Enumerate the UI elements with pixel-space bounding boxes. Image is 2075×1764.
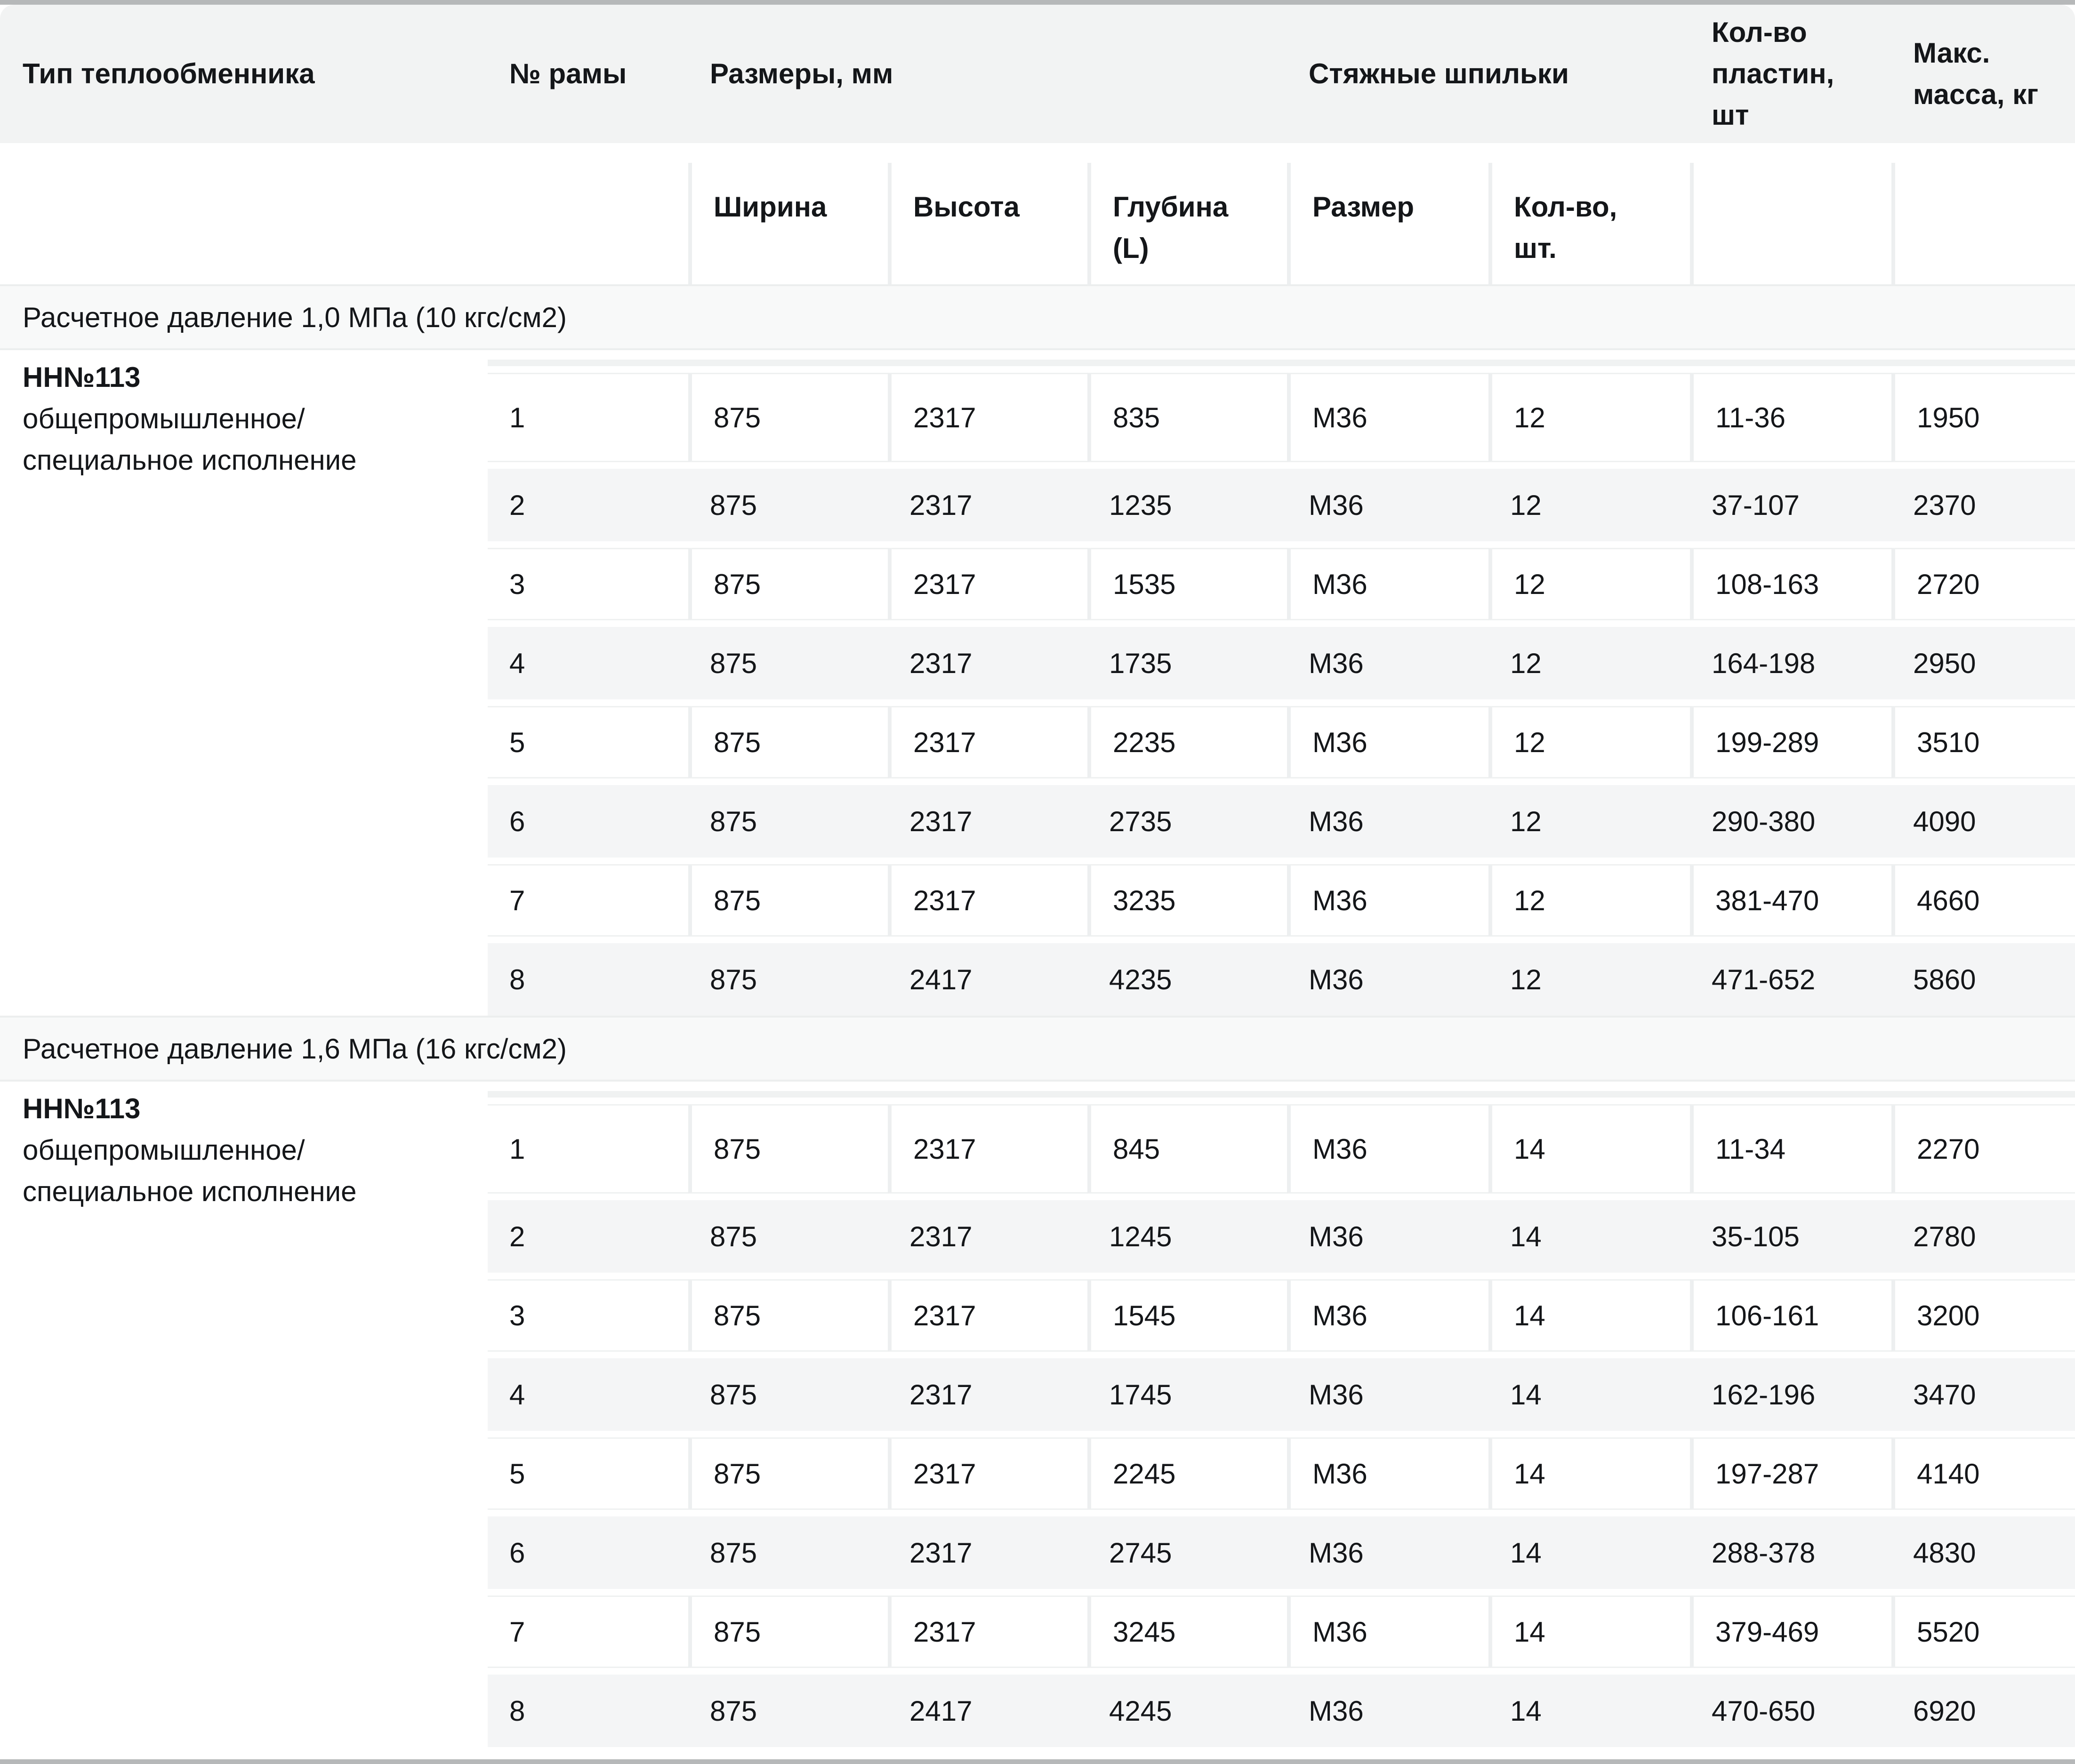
table-body <box>0 284 2075 1747</box>
subheader-empty-mass <box>1891 163 2075 284</box>
cell-stud-size: М36 <box>1309 1379 1364 1411</box>
cell-frame-number: 8 <box>509 1695 525 1727</box>
cell-plates-range: 197-287 <box>1690 1437 1891 1510</box>
cell-stud-qty: 12 <box>1488 373 1690 462</box>
cell-stud-qty: 14 <box>1488 1279 1690 1352</box>
cell-width: 875 <box>688 706 888 778</box>
cell-width: 875 <box>710 647 757 679</box>
cell-stud-qty: 12 <box>1510 647 1542 679</box>
cell-plates-range: 11-34 <box>1690 1104 1891 1194</box>
table-row <box>488 864 2075 937</box>
cell-depth: 1745 <box>1109 1379 1172 1411</box>
spec-table-card <box>0 5 2075 1759</box>
rows-top-strip <box>488 360 2075 366</box>
cell-max-mass: 2270 <box>1891 1104 2075 1194</box>
subheader-empty-frame <box>488 163 688 284</box>
table-subheader-row <box>0 163 2075 284</box>
cell-max-mass: 5860 <box>1913 963 1976 995</box>
cell-frame-number: 6 <box>509 1537 525 1569</box>
cell-stud-qty: 14 <box>1510 1537 1542 1569</box>
cell-width: 875 <box>710 489 757 521</box>
table-row <box>488 548 2075 620</box>
section-title: Расчетное давление 1,0 МПа (10 кгс/см2) <box>23 301 567 333</box>
cell-height: 2417 <box>909 963 973 995</box>
column-header-tie-studs: Стяжные шпильки <box>1309 58 1569 89</box>
cell-depth: 2735 <box>1109 805 1172 837</box>
cell-plates-range: 35-105 <box>1712 1220 1800 1252</box>
cell-stud-size: М36 <box>1287 373 1488 462</box>
cell-depth: 2235 <box>1087 706 1287 778</box>
cell-frame-number: 2 <box>509 489 525 521</box>
cell-max-mass: 4090 <box>1913 805 1976 837</box>
table-row <box>488 1596 2075 1668</box>
cell-height: 2317 <box>909 1537 973 1569</box>
cell-stud-qty: 12 <box>1488 548 1690 620</box>
cell-max-mass: 3470 <box>1913 1379 1976 1411</box>
cell-plates-range: 470-650 <box>1712 1695 1816 1727</box>
cell-width: 875 <box>688 1596 888 1668</box>
cell-stud-qty: 14 <box>1510 1695 1542 1727</box>
cell-depth: 3235 <box>1087 864 1287 937</box>
cell-stud-qty: 14 <box>1488 1104 1690 1194</box>
exchanger-description-line: специальное исполнение <box>23 1176 357 1207</box>
cell-max-mass: 2950 <box>1913 647 1976 679</box>
cell-depth: 2745 <box>1109 1537 1172 1569</box>
table-row <box>488 627 2075 699</box>
cell-frame-number: 5 <box>488 1437 688 1510</box>
cell-stud-size: М36 <box>1309 647 1364 679</box>
exchanger-description-line: общепромышленное/ <box>23 403 305 434</box>
cell-frame-number: 8 <box>509 963 525 995</box>
cell-depth: 845 <box>1087 1104 1287 1194</box>
cell-max-mass: 4140 <box>1891 1437 2075 1510</box>
cell-width: 875 <box>710 1537 757 1569</box>
cell-stud-qty: 14 <box>1488 1596 1690 1668</box>
cell-plates-range: 381-470 <box>1690 864 1891 937</box>
exchanger-description-line: общепромышленное/ <box>23 1134 305 1166</box>
rows-top-strip <box>488 1091 2075 1098</box>
cell-width: 875 <box>688 373 888 462</box>
cell-max-mass: 3200 <box>1891 1279 2075 1352</box>
cell-stud-size: М36 <box>1309 489 1364 521</box>
cell-stud-size: М36 <box>1287 1596 1488 1668</box>
cell-stud-size: М36 <box>1287 1437 1488 1510</box>
cell-frame-number: 7 <box>488 1596 688 1668</box>
cell-plates-range: 379-469 <box>1690 1596 1891 1668</box>
table-row <box>488 943 2075 1016</box>
section-block <box>0 1082 2075 1747</box>
cell-plates-range: 11-36 <box>1690 373 1891 462</box>
section-title-row <box>0 1016 2075 1082</box>
cell-width: 875 <box>710 963 757 995</box>
cell-width: 875 <box>688 864 888 937</box>
cell-stud-qty: 12 <box>1488 706 1690 778</box>
cell-width: 875 <box>710 1695 757 1727</box>
section-block <box>0 350 2075 1016</box>
cell-plates-range: 290-380 <box>1712 805 1816 837</box>
table-row <box>488 373 2075 462</box>
cell-height: 2317 <box>888 548 1087 620</box>
cell-max-mass: 4660 <box>1891 864 2075 937</box>
cell-height: 2317 <box>909 1379 973 1411</box>
exchanger-model: НН№113 <box>23 1093 141 1124</box>
cell-stud-qty: 12 <box>1510 963 1542 995</box>
cell-stud-size: М36 <box>1309 805 1364 837</box>
cell-width: 875 <box>688 1104 888 1194</box>
cell-frame-number: 3 <box>488 548 688 620</box>
cell-stud-qty: 14 <box>1488 1437 1690 1510</box>
cell-depth: 3245 <box>1087 1596 1287 1668</box>
table-row <box>488 1104 2075 1194</box>
table-row <box>488 1279 2075 1352</box>
subheader-empty-plates <box>1690 163 1891 284</box>
cell-frame-number: 2 <box>509 1220 525 1252</box>
cell-stud-qty: 12 <box>1510 805 1542 837</box>
cell-stud-qty: 12 <box>1510 489 1542 521</box>
cell-max-mass: 3510 <box>1891 706 2075 778</box>
cell-max-mass: 2370 <box>1913 489 1976 521</box>
cell-stud-size: М36 <box>1287 864 1488 937</box>
cell-depth: 1235 <box>1109 489 1172 521</box>
table-row <box>488 1200 2075 1273</box>
cell-stud-size: М36 <box>1287 548 1488 620</box>
cell-frame-number: 4 <box>509 647 525 679</box>
cell-height: 2317 <box>909 1220 973 1252</box>
cell-depth: 4235 <box>1109 963 1172 995</box>
cell-height: 2317 <box>888 864 1087 937</box>
exchanger-type-cell <box>0 1082 488 1747</box>
cell-depth: 4245 <box>1109 1695 1172 1727</box>
subheader-height: Высота <box>888 163 1087 284</box>
table-row <box>488 706 2075 778</box>
cell-stud-size: М36 <box>1287 1104 1488 1194</box>
column-header-plate-count: Кол-во пластин, шт <box>1712 16 1834 131</box>
cell-frame-number: 7 <box>488 864 688 937</box>
column-header-dimensions: Размеры, мм <box>710 58 893 89</box>
table-row <box>488 1675 2075 1747</box>
cell-width: 875 <box>710 1220 757 1252</box>
column-header-frame-number: № рамы <box>509 58 627 89</box>
table-row <box>488 1437 2075 1510</box>
cell-max-mass: 2780 <box>1913 1220 1976 1252</box>
cell-plates-range: 199-289 <box>1690 706 1891 778</box>
cell-frame-number: 1 <box>488 1104 688 1194</box>
section-title: Расчетное давление 1,6 МПа (16 кгс/см2) <box>23 1033 567 1065</box>
subheader-stud-qty: Кол-во, шт. <box>1488 163 1690 284</box>
section-rows <box>488 1082 2075 1747</box>
cell-plates-range: 288-378 <box>1712 1537 1816 1569</box>
subheader-stud-size: Размер <box>1287 163 1488 284</box>
cell-width: 875 <box>710 1379 757 1411</box>
cell-height: 2317 <box>909 489 973 521</box>
cell-frame-number: 4 <box>509 1379 525 1411</box>
cell-plates-range: 471-652 <box>1712 963 1816 995</box>
table-row <box>488 1516 2075 1589</box>
container-bottom-border <box>0 1759 2075 1764</box>
cell-frame-number: 5 <box>488 706 688 778</box>
cell-depth: 1535 <box>1087 548 1287 620</box>
cell-plates-range: 37-107 <box>1712 489 1800 521</box>
cell-width: 875 <box>688 1279 888 1352</box>
cell-height: 2317 <box>909 805 973 837</box>
cell-width: 875 <box>710 805 757 837</box>
section-title-row <box>0 284 2075 350</box>
cell-max-mass: 2720 <box>1891 548 2075 620</box>
cell-depth: 1735 <box>1109 647 1172 679</box>
cell-stud-qty: 12 <box>1488 864 1690 937</box>
exchanger-model: НН№113 <box>23 361 141 393</box>
cell-plates-range: 108-163 <box>1690 548 1891 620</box>
cell-height: 2317 <box>888 1437 1087 1510</box>
subheader-depth: Глубина (L) <box>1087 163 1287 284</box>
cell-width: 875 <box>688 548 888 620</box>
cell-height: 2317 <box>888 1279 1087 1352</box>
header-gap <box>0 143 2075 163</box>
cell-stud-size: М36 <box>1287 706 1488 778</box>
cell-stud-size: М36 <box>1309 963 1364 995</box>
table-row <box>488 1358 2075 1431</box>
column-header-max-mass: Макс. масса, кг <box>1913 37 2039 110</box>
cell-stud-size: М36 <box>1309 1695 1364 1727</box>
cell-depth: 1245 <box>1109 1220 1172 1252</box>
cell-plates-range: 162-196 <box>1712 1379 1816 1411</box>
cell-height: 2317 <box>909 647 973 679</box>
cell-height: 2317 <box>888 373 1087 462</box>
container-top-border <box>0 0 2075 5</box>
cell-max-mass: 4830 <box>1913 1537 1976 1569</box>
cell-height: 2317 <box>888 1104 1087 1194</box>
cell-max-mass: 1950 <box>1891 373 2075 462</box>
cell-height: 2317 <box>888 1596 1087 1668</box>
table-row <box>488 785 2075 858</box>
subheader-width: Ширина <box>688 163 888 284</box>
cell-stud-size: М36 <box>1309 1537 1364 1569</box>
cell-depth: 1545 <box>1087 1279 1287 1352</box>
cell-stud-qty: 14 <box>1510 1220 1542 1252</box>
cell-depth: 835 <box>1087 373 1287 462</box>
cell-height: 2317 <box>888 706 1087 778</box>
cell-plates-range: 106-161 <box>1690 1279 1891 1352</box>
cell-frame-number: 3 <box>488 1279 688 1352</box>
exchanger-description-line: специальное исполнение <box>23 444 357 476</box>
subheader-empty-type <box>0 163 488 284</box>
cell-height: 2417 <box>909 1695 973 1727</box>
cell-stud-size: М36 <box>1287 1279 1488 1352</box>
column-header-exchanger-type: Тип теплообменника <box>23 58 315 89</box>
cell-depth: 2245 <box>1087 1437 1287 1510</box>
cell-max-mass: 5520 <box>1891 1596 2075 1668</box>
section-rows <box>488 350 2075 1016</box>
table-row <box>488 469 2075 541</box>
cell-stud-size: М36 <box>1309 1220 1364 1252</box>
exchanger-type-cell <box>0 350 488 1016</box>
cell-stud-qty: 14 <box>1510 1379 1542 1411</box>
cell-plates-range: 164-198 <box>1712 647 1816 679</box>
table-header-row <box>0 5 2075 143</box>
cell-frame-number: 1 <box>488 373 688 462</box>
cell-frame-number: 6 <box>509 805 525 837</box>
cell-max-mass: 6920 <box>1913 1695 1976 1727</box>
cell-width: 875 <box>688 1437 888 1510</box>
